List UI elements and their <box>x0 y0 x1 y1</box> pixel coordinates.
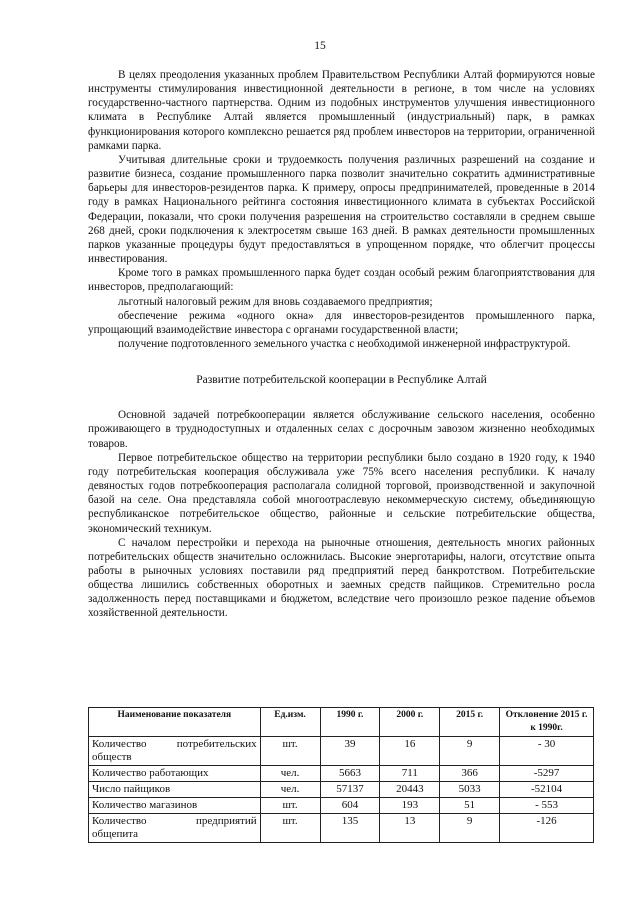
section-heading: Развитие потребительской кооперации в Республике Алтай <box>196 374 487 387</box>
table-cell: 193 <box>380 798 440 814</box>
table-cell: -5297 <box>500 766 594 782</box>
table-cell: Количество предприятий общепита <box>89 814 261 843</box>
table-cell: 5033 <box>440 782 500 798</box>
list-item: обеспечение режима «одного окна» для инвесторов-резидентов промышленного парка, упрощающий взаимодействие инвестора с органами государственной власти; <box>88 309 595 336</box>
table-cell: 16 <box>380 737 440 766</box>
table-cell: Число пайщиков <box>89 782 261 798</box>
paragraph: В целях преодоления указанных проблем Правительством Республики Алтай формируются новые инструменты стимулирования инвестиционной деятельности в регионе, в том числе на условиях государственно-частного партнерства. Одним из подобных инструментов улучшения инвестиционного климата в Республике Алтай является промышленный (индустриальный) парк, в рамках функционирования которого комплексно решается ряд проблем инвесторов на территории, ограниченной рамками парка. <box>88 69 595 152</box>
statistics-table <box>88 707 594 843</box>
table-cell: - 30 <box>500 737 594 766</box>
table-cell: 13 <box>380 814 440 843</box>
table-cell: Количество потребительских обществ <box>89 737 261 766</box>
page-number: 15 <box>314 40 326 52</box>
table-cell: Количество работающих <box>89 766 261 782</box>
table-cell: 366 <box>440 766 500 782</box>
table-cell: чел. <box>260 782 320 798</box>
table-cell: -52104 <box>500 782 594 798</box>
table-cell: 9 <box>440 737 500 766</box>
table-cell: шт. <box>260 814 320 843</box>
table-cell: 57137 <box>320 782 380 798</box>
table-cell: шт. <box>260 737 320 766</box>
paragraph: С началом перестройки и перехода на рыночные отношения, деятельность многих районных потребительских обществ значительно осложнилась. Высокие энерготарифы, налоги, отсутствие опыта работы в рыночных условиях поставили ряд предприятий перед банкротством. Потребительские общества лишились собственных оборотных и заемных средств пайщиков. Стремительно росла задолженность перед поставщиками и бюджетом, вследствие чего произошло резкое падение объемов хозяйственной деятельности. <box>88 536 595 620</box>
table-cell: Количество магазинов <box>89 798 261 814</box>
column-header: Отклонение 2015 г. к 1990г. <box>500 708 594 737</box>
table-cell: 9 <box>440 814 500 843</box>
table-row <box>89 766 594 782</box>
column-header: 2000 г. <box>380 708 440 737</box>
column-header: Наименование показателя <box>89 708 261 737</box>
column-header: Ед.изм. <box>260 708 320 737</box>
table-cell: 5663 <box>320 766 380 782</box>
list-item: получение подготовленного земельного участка с необходимой инженерной инфраструктурой. <box>118 337 571 350</box>
paragraph: Учитывая длительные сроки и трудоемкость получения различных разрешений на создание и развитие бизнеса, создание промышленного парка позволит значительно сократить административные барьеры для инвесторов-резидентов парка. К примеру, опросы предпринимателей, проведенные в 2014 году в рамках Национального рейтинга состояния инвестиционного климата в субъектах Российской Федерации, показали, что сроки получения разрешения на строительство составляли в среднем свыше 268 дней, сроки подключения к электросетям свыше 163 дней. В рамках деятельности промышленных парков указанные процедуры будут предоставляться в упрощенном порядке, что облегчит процессы инвестирования. <box>88 153 595 266</box>
table-header-row <box>89 708 594 737</box>
table-cell: 711 <box>380 766 440 782</box>
table-cell: 20443 <box>380 782 440 798</box>
list-item: льготный налоговый режим для вновь создаваемого предприятия; <box>118 295 433 308</box>
paragraph: Первое потребительское общество на территории республики было создано в 1920 году, к 1940 году потребительская кооперация обслуживала уже 75% всего населения республики. К началу девяностых годов потребкооперация располагала солидной торговой, производственной и закупочной базой на селе. Она представляла собой многоотраслевую некоммерческую систему, объединяющую республиканское потребительское общество, районные и сельские потребительские общества, экономический техникум. <box>88 451 595 535</box>
column-header: 1990 г. <box>320 708 380 737</box>
table-row <box>89 737 594 766</box>
table-row <box>89 782 594 798</box>
document-body <box>88 68 595 621</box>
paragraph: Основной задачей потребкооперации является обслуживание сельского населения, особенно проживающего в труднодоступных и отдаленных селах с досрочным завозом жизненно необходимых товаров. <box>88 409 595 450</box>
table-cell: чел. <box>260 766 320 782</box>
column-header: 2015 г. <box>440 708 500 737</box>
paragraph: Кроме того в рамках промышленного парка будет создан особый режим благоприятствования для инвесторов, предполагающий: <box>88 267 595 294</box>
table-cell: 135 <box>320 814 380 843</box>
table-cell: 51 <box>440 798 500 814</box>
table-cell: 39 <box>320 737 380 766</box>
table-cell: шт. <box>260 798 320 814</box>
table-row <box>89 798 594 814</box>
table-cell: -126 <box>500 814 594 843</box>
table-row <box>89 814 594 843</box>
table-cell: - 553 <box>500 798 594 814</box>
table-cell: 604 <box>320 798 380 814</box>
